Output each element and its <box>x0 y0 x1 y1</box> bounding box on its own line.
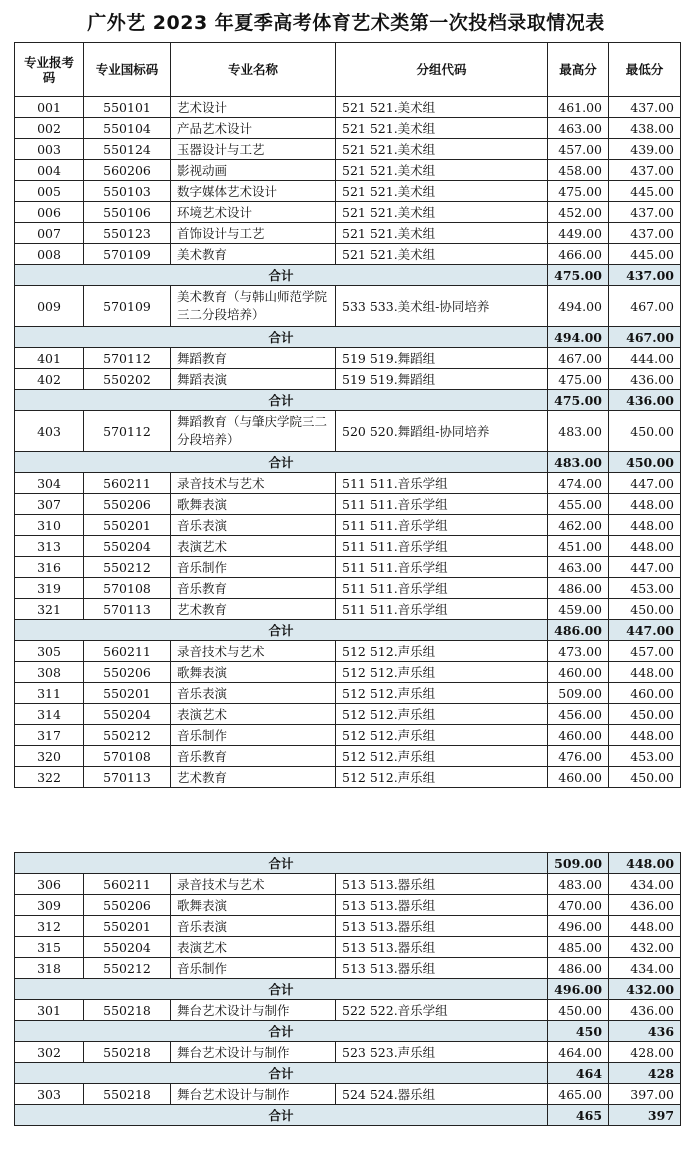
col-header-code: 专业报考码 <box>15 43 84 97</box>
min-score: 447.00 <box>609 620 681 641</box>
table-row <box>15 557 681 578</box>
max-score: 449.00 <box>548 223 609 244</box>
major-name: 舞蹈教育 <box>171 348 336 369</box>
national-code: 560206 <box>84 160 171 181</box>
min-score: 439.00 <box>609 139 681 160</box>
group-code: 511 511.音乐学组 <box>336 473 548 494</box>
subtotal-label: 合计 <box>15 1063 548 1084</box>
table-body-main <box>15 97 681 788</box>
major-code: 314 <box>15 704 84 725</box>
table-row <box>15 97 681 118</box>
min-score: 397.00 <box>609 1084 681 1105</box>
major-name: 音乐表演 <box>171 515 336 536</box>
max-score: 450 <box>548 1021 609 1042</box>
min-score: 397 <box>609 1105 681 1126</box>
national-code: 550202 <box>84 369 171 390</box>
max-score: 460.00 <box>548 767 609 788</box>
group-code: 511 511.音乐学组 <box>336 578 548 599</box>
national-code: 550101 <box>84 97 171 118</box>
max-score: 486.00 <box>548 958 609 979</box>
major-name: 音乐制作 <box>171 725 336 746</box>
max-score: 456.00 <box>548 704 609 725</box>
group-code: 521 521.美术组 <box>336 97 548 118</box>
major-code: 318 <box>15 958 84 979</box>
major-name: 表演艺术 <box>171 704 336 725</box>
table-row <box>15 937 681 958</box>
major-code: 008 <box>15 244 84 265</box>
table-row <box>15 181 681 202</box>
max-score: 450.00 <box>548 1000 609 1021</box>
max-score: 462.00 <box>548 515 609 536</box>
min-score: 448.00 <box>609 494 681 515</box>
table-row <box>15 725 681 746</box>
major-name: 环境艺术设计 <box>171 202 336 223</box>
min-score: 445.00 <box>609 181 681 202</box>
major-code: 312 <box>15 916 84 937</box>
subtotal-row <box>15 620 681 641</box>
min-score: 437.00 <box>609 202 681 223</box>
national-code: 550206 <box>84 494 171 515</box>
min-score: 448.00 <box>609 916 681 937</box>
min-score: 450.00 <box>609 452 681 473</box>
max-score: 509.00 <box>548 853 609 874</box>
max-score: 475.00 <box>548 390 609 411</box>
major-name: 音乐表演 <box>171 916 336 937</box>
major-name: 表演艺术 <box>171 536 336 557</box>
table-row <box>15 223 681 244</box>
table-row <box>15 160 681 181</box>
major-code: 319 <box>15 578 84 599</box>
major-name: 美术教育（与韩山师范学院三二分段培养） <box>171 286 336 327</box>
table-row <box>15 916 681 937</box>
major-name: 艺术设计 <box>171 97 336 118</box>
major-name: 舞台艺术设计与制作 <box>171 1084 336 1105</box>
group-code: 511 511.音乐学组 <box>336 557 548 578</box>
major-code: 001 <box>15 97 84 118</box>
min-score: 434.00 <box>609 958 681 979</box>
major-code: 322 <box>15 767 84 788</box>
max-score: 509.00 <box>548 683 609 704</box>
max-score: 476.00 <box>548 746 609 767</box>
national-code: 570112 <box>84 411 171 452</box>
major-name: 舞蹈教育（与肇庆学院三二分段培养） <box>171 411 336 452</box>
min-score: 467.00 <box>609 286 681 327</box>
subtotal-label: 合计 <box>15 853 548 874</box>
max-score: 460.00 <box>548 662 609 683</box>
national-code: 550218 <box>84 1000 171 1021</box>
col-header-gb: 专业国标码 <box>84 43 171 97</box>
major-name: 音乐制作 <box>171 958 336 979</box>
national-code: 550206 <box>84 895 171 916</box>
table-row <box>15 641 681 662</box>
major-code: 311 <box>15 683 84 704</box>
group-code: 513 513.器乐组 <box>336 916 548 937</box>
subtotal-label: 合计 <box>15 327 548 348</box>
admission-table-continued <box>14 852 681 1126</box>
max-score: 465.00 <box>548 1084 609 1105</box>
subtotal-row <box>15 327 681 348</box>
min-score: 450.00 <box>609 411 681 452</box>
subtotal-label: 合计 <box>15 979 548 1000</box>
national-code: 550204 <box>84 937 171 958</box>
max-score: 467.00 <box>548 348 609 369</box>
national-code: 550103 <box>84 181 171 202</box>
max-score: 455.00 <box>548 494 609 515</box>
table-row <box>15 874 681 895</box>
major-code: 320 <box>15 746 84 767</box>
table-row <box>15 536 681 557</box>
group-code: 511 511.音乐学组 <box>336 536 548 557</box>
min-score: 448.00 <box>609 725 681 746</box>
max-score: 465 <box>548 1105 609 1126</box>
major-code: 315 <box>15 937 84 958</box>
major-name: 音乐教育 <box>171 578 336 599</box>
table-row <box>15 767 681 788</box>
min-score: 467.00 <box>609 327 681 348</box>
major-code: 002 <box>15 118 84 139</box>
group-code: 512 512.声乐组 <box>336 683 548 704</box>
min-score: 450.00 <box>609 599 681 620</box>
major-code: 316 <box>15 557 84 578</box>
min-score: 447.00 <box>609 557 681 578</box>
min-score: 445.00 <box>609 244 681 265</box>
max-score: 496.00 <box>548 916 609 937</box>
group-code: 521 521.美术组 <box>336 244 548 265</box>
min-score: 438.00 <box>609 118 681 139</box>
table-row <box>15 286 681 327</box>
max-score: 464.00 <box>548 1042 609 1063</box>
max-score: 475.00 <box>548 181 609 202</box>
group-code: 523 523.声乐组 <box>336 1042 548 1063</box>
national-code: 570113 <box>84 599 171 620</box>
table-row <box>15 1084 681 1105</box>
max-score: 463.00 <box>548 118 609 139</box>
table-row <box>15 473 681 494</box>
min-score: 436.00 <box>609 895 681 916</box>
min-score: 450.00 <box>609 767 681 788</box>
major-code: 004 <box>15 160 84 181</box>
national-code: 550104 <box>84 118 171 139</box>
table-body-continued <box>15 853 681 1126</box>
major-code: 302 <box>15 1042 84 1063</box>
major-name: 歌舞表演 <box>171 662 336 683</box>
major-code: 307 <box>15 494 84 515</box>
max-score: 464 <box>548 1063 609 1084</box>
col-header-max: 最高分 <box>548 43 609 97</box>
national-code: 560211 <box>84 473 171 494</box>
group-code: 521 521.美术组 <box>336 139 548 160</box>
national-code: 570109 <box>84 244 171 265</box>
max-score: 494.00 <box>548 327 609 348</box>
min-score: 436.00 <box>609 390 681 411</box>
group-code: 524 524.器乐组 <box>336 1084 548 1105</box>
national-code: 570108 <box>84 746 171 767</box>
max-score: 486.00 <box>548 578 609 599</box>
major-name: 表演艺术 <box>171 937 336 958</box>
min-score: 434.00 <box>609 874 681 895</box>
min-score: 432.00 <box>609 979 681 1000</box>
min-score: 448.00 <box>609 662 681 683</box>
subtotal-label: 合计 <box>15 452 548 473</box>
major-code: 313 <box>15 536 84 557</box>
national-code: 550201 <box>84 683 171 704</box>
group-code: 512 512.声乐组 <box>336 641 548 662</box>
national-code: 550201 <box>84 515 171 536</box>
max-score: 475.00 <box>548 265 609 286</box>
group-code: 521 521.美术组 <box>336 118 548 139</box>
max-score: 452.00 <box>548 202 609 223</box>
major-name: 影视动画 <box>171 160 336 181</box>
group-code: 511 511.音乐学组 <box>336 599 548 620</box>
max-score: 485.00 <box>548 937 609 958</box>
table-header-row <box>15 43 681 97</box>
national-code: 560211 <box>84 874 171 895</box>
major-name: 歌舞表演 <box>171 895 336 916</box>
col-header-group: 分组代码 <box>336 43 548 97</box>
major-code: 310 <box>15 515 84 536</box>
max-score: 486.00 <box>548 620 609 641</box>
max-score: 474.00 <box>548 473 609 494</box>
subtotal-row <box>15 979 681 1000</box>
table-row <box>15 515 681 536</box>
national-code: 570108 <box>84 578 171 599</box>
table-row <box>15 958 681 979</box>
table-row <box>15 578 681 599</box>
table-row <box>15 1042 681 1063</box>
max-score: 494.00 <box>548 286 609 327</box>
max-score: 457.00 <box>548 139 609 160</box>
min-score: 447.00 <box>609 473 681 494</box>
major-code: 308 <box>15 662 84 683</box>
min-score: 437.00 <box>609 223 681 244</box>
major-name: 美术教育 <box>171 244 336 265</box>
max-score: 473.00 <box>548 641 609 662</box>
subtotal-label: 合计 <box>15 390 548 411</box>
subtotal-row <box>15 853 681 874</box>
national-code: 570113 <box>84 767 171 788</box>
max-score: 466.00 <box>548 244 609 265</box>
table-row <box>15 139 681 160</box>
table-row <box>15 118 681 139</box>
min-score: 444.00 <box>609 348 681 369</box>
national-code: 550123 <box>84 223 171 244</box>
group-code: 512 512.声乐组 <box>336 725 548 746</box>
min-score: 448.00 <box>609 515 681 536</box>
major-name: 舞台艺术设计与制作 <box>171 1042 336 1063</box>
subtotal-label: 合计 <box>15 1021 548 1042</box>
major-name: 舞台艺术设计与制作 <box>171 1000 336 1021</box>
group-code: 512 512.声乐组 <box>336 746 548 767</box>
min-score: 436.00 <box>609 369 681 390</box>
group-code: 513 513.器乐组 <box>336 895 548 916</box>
min-score: 437.00 <box>609 160 681 181</box>
table-row <box>15 662 681 683</box>
min-score: 437.00 <box>609 97 681 118</box>
national-code: 550212 <box>84 958 171 979</box>
subtotal-row <box>15 1105 681 1126</box>
major-name: 录音技术与艺术 <box>171 473 336 494</box>
subtotal-label: 合计 <box>15 1105 548 1126</box>
national-code: 550124 <box>84 139 171 160</box>
major-name: 艺术教育 <box>171 599 336 620</box>
min-score: 453.00 <box>609 746 681 767</box>
max-score: 461.00 <box>548 97 609 118</box>
min-score: 436 <box>609 1021 681 1042</box>
national-code: 570109 <box>84 286 171 327</box>
max-score: 483.00 <box>548 874 609 895</box>
subtotal-label: 合计 <box>15 265 548 286</box>
group-code: 513 513.器乐组 <box>336 937 548 958</box>
group-code: 513 513.器乐组 <box>336 958 548 979</box>
major-name: 数字媒体艺术设计 <box>171 181 336 202</box>
group-code: 512 512.声乐组 <box>336 767 548 788</box>
national-code: 550204 <box>84 704 171 725</box>
major-code: 305 <box>15 641 84 662</box>
min-score: 428 <box>609 1063 681 1084</box>
table-row <box>15 202 681 223</box>
major-code: 009 <box>15 286 84 327</box>
national-code: 550204 <box>84 536 171 557</box>
national-code: 560211 <box>84 641 171 662</box>
subtotal-row <box>15 390 681 411</box>
major-name: 音乐教育 <box>171 746 336 767</box>
national-code: 550212 <box>84 725 171 746</box>
page-title: 广外艺 2023 年夏季高考体育艺术类第一次投档录取情况表 <box>87 12 605 34</box>
major-name: 艺术教育 <box>171 767 336 788</box>
table-row <box>15 683 681 704</box>
min-score: 448.00 <box>609 536 681 557</box>
major-name: 玉器设计与工艺 <box>171 139 336 160</box>
major-code: 303 <box>15 1084 84 1105</box>
national-code: 550218 <box>84 1042 171 1063</box>
group-code: 512 512.声乐组 <box>336 662 548 683</box>
table-row <box>15 599 681 620</box>
subtotal-row <box>15 452 681 473</box>
group-code: 520 520.舞蹈组-协同培养 <box>336 411 548 452</box>
table-row <box>15 244 681 265</box>
group-code: 521 521.美术组 <box>336 160 548 181</box>
group-code: 511 511.音乐学组 <box>336 515 548 536</box>
max-score: 496.00 <box>548 979 609 1000</box>
table-row <box>15 348 681 369</box>
major-code: 306 <box>15 874 84 895</box>
major-code: 006 <box>15 202 84 223</box>
col-header-name: 专业名称 <box>171 43 336 97</box>
major-name: 产品艺术设计 <box>171 118 336 139</box>
major-name: 录音技术与艺术 <box>171 874 336 895</box>
table-row <box>15 494 681 515</box>
group-code: 519 519.舞蹈组 <box>336 369 548 390</box>
major-code: 309 <box>15 895 84 916</box>
major-code: 304 <box>15 473 84 494</box>
major-code: 402 <box>15 369 84 390</box>
major-name: 歌舞表演 <box>171 494 336 515</box>
max-score: 451.00 <box>548 536 609 557</box>
max-score: 459.00 <box>548 599 609 620</box>
table-row <box>15 1000 681 1021</box>
table-row <box>15 895 681 916</box>
national-code: 550106 <box>84 202 171 223</box>
subtotal-row <box>15 1021 681 1042</box>
min-score: 448.00 <box>609 853 681 874</box>
major-code: 401 <box>15 348 84 369</box>
major-code: 321 <box>15 599 84 620</box>
group-code: 511 511.音乐学组 <box>336 494 548 515</box>
table-row <box>15 704 681 725</box>
min-score: 432.00 <box>609 937 681 958</box>
min-score: 457.00 <box>609 641 681 662</box>
group-code: 522 522.音乐学组 <box>336 1000 548 1021</box>
group-code: 521 521.美术组 <box>336 181 548 202</box>
min-score: 428.00 <box>609 1042 681 1063</box>
major-code: 003 <box>15 139 84 160</box>
table-row <box>15 369 681 390</box>
min-score: 453.00 <box>609 578 681 599</box>
min-score: 460.00 <box>609 683 681 704</box>
col-header-min: 最低分 <box>609 43 681 97</box>
max-score: 483.00 <box>548 452 609 473</box>
major-code: 301 <box>15 1000 84 1021</box>
national-code: 570112 <box>84 348 171 369</box>
major-name: 音乐制作 <box>171 557 336 578</box>
subtotal-label: 合计 <box>15 620 548 641</box>
min-score: 450.00 <box>609 704 681 725</box>
group-code: 513 513.器乐组 <box>336 874 548 895</box>
max-score: 475.00 <box>548 369 609 390</box>
major-name: 音乐表演 <box>171 683 336 704</box>
major-name: 首饰设计与工艺 <box>171 223 336 244</box>
subtotal-row <box>15 265 681 286</box>
national-code: 550201 <box>84 916 171 937</box>
subtotal-row <box>15 1063 681 1084</box>
table-row <box>15 746 681 767</box>
min-score: 436.00 <box>609 1000 681 1021</box>
major-code: 317 <box>15 725 84 746</box>
table-row <box>15 411 681 452</box>
major-code: 007 <box>15 223 84 244</box>
max-score: 470.00 <box>548 895 609 916</box>
max-score: 483.00 <box>548 411 609 452</box>
max-score: 458.00 <box>548 160 609 181</box>
national-code: 550206 <box>84 662 171 683</box>
major-code: 403 <box>15 411 84 452</box>
major-code: 005 <box>15 181 84 202</box>
national-code: 550212 <box>84 557 171 578</box>
group-code: 521 521.美术组 <box>336 202 548 223</box>
max-score: 460.00 <box>548 725 609 746</box>
national-code: 550218 <box>84 1084 171 1105</box>
group-code: 519 519.舞蹈组 <box>336 348 548 369</box>
group-code: 533 533.美术组-协同培养 <box>336 286 548 327</box>
admission-table-main <box>14 42 681 788</box>
group-code: 512 512.声乐组 <box>336 704 548 725</box>
max-score: 463.00 <box>548 557 609 578</box>
min-score: 437.00 <box>609 265 681 286</box>
group-code: 521 521.美术组 <box>336 223 548 244</box>
major-name: 舞蹈表演 <box>171 369 336 390</box>
major-name: 录音技术与艺术 <box>171 641 336 662</box>
